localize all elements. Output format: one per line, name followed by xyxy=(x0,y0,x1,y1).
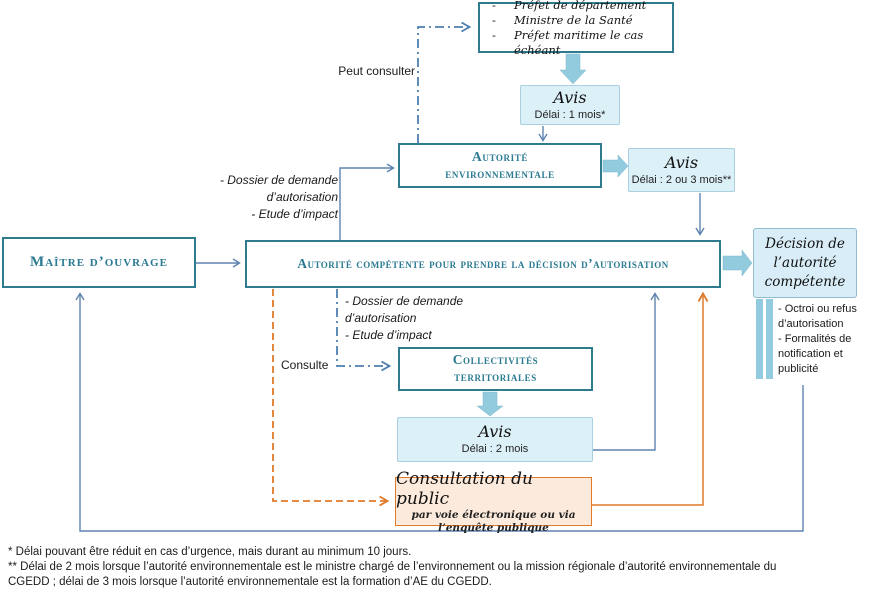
consultation-title: Consultation du public xyxy=(396,468,533,509)
avis3-box xyxy=(397,417,593,462)
footnote-line2: ** Délai de 2 mois lorsque l’autorité environnementale est le ministre chargé de l’environnement ou la mission régionale d’autorité environnementale du xyxy=(8,561,777,573)
decision-note-octroi: - Octroi ou refus d’autorisation xyxy=(778,303,857,330)
collectivites-box xyxy=(398,347,593,391)
connector-avis3-to-central xyxy=(593,294,655,450)
connector-ae-to-prefet-dashdot xyxy=(418,27,469,143)
prefet-item-label: Ministre de la Santé xyxy=(514,12,633,27)
avis2-delay: Délai : 2 ou 3 mois** xyxy=(631,173,732,186)
consultation-subtitle2: l’enquête publique xyxy=(438,521,549,534)
avis1-box xyxy=(520,85,620,125)
avis3-delay: Délai : 2 mois xyxy=(461,443,529,455)
decision-line2: l’autorité xyxy=(773,254,837,271)
dossier-top-line1: - Dossier de demande xyxy=(219,173,338,187)
bullet-dash: - xyxy=(492,27,496,42)
decision-note-formalites: - Formalités de notification et publicité xyxy=(778,333,852,375)
prefet-item xyxy=(480,13,672,28)
ae-title-line2: environnementale xyxy=(445,165,555,181)
prefet-item xyxy=(480,28,672,58)
decision-line3: compétente xyxy=(764,273,846,290)
dossier-bottom-line3: - Etude d’impact xyxy=(345,328,432,342)
mo-title: Maître d’ouvrage xyxy=(30,254,168,271)
block-arrow-prefet-to-avis1 xyxy=(560,54,586,84)
footnote-line3: CGEDD ; délai de 3 mois lorsque l’autorité environnementale est la formation d’AE du CGEDD. xyxy=(8,576,492,588)
prefet-box xyxy=(478,0,674,57)
connector-consultation-to-central xyxy=(592,294,703,505)
block-arrow-central-to-decision xyxy=(723,250,752,276)
bullet-dash: - xyxy=(492,12,496,27)
dossier-top-line3: - Etude d’impact xyxy=(251,207,338,221)
autorite-environnementale-box xyxy=(398,143,602,188)
prefet-item-label: Préfet maritime le cas échéant xyxy=(514,27,644,57)
prefet-item xyxy=(480,0,672,13)
maitre-ouvrage-box xyxy=(2,237,196,288)
connector-central-to-ae-dossier xyxy=(340,168,393,240)
avis1-title: Avis xyxy=(553,87,587,107)
consultation-subtitle1: par voie électronique ou via xyxy=(411,508,576,521)
avis1-delay: Délai : 1 mois* xyxy=(534,108,606,121)
avis2-box xyxy=(628,148,735,192)
ae-title-line1: Autorité xyxy=(472,148,528,164)
block-arrow-ae-to-avis2 xyxy=(603,155,628,177)
decision-line1: Décision de xyxy=(765,235,845,252)
avis2-title: Avis xyxy=(664,152,699,172)
decision-box xyxy=(753,228,857,298)
central-title: Autorité compétente pour prendre la décision d’autorisation xyxy=(297,255,669,271)
collectivites-line2: territoriales xyxy=(454,369,537,384)
avis3-title: Avis xyxy=(478,422,512,441)
dossier-label-bottom xyxy=(345,293,525,344)
decision-output-bar-1 xyxy=(756,299,763,379)
bullet-dash: - xyxy=(492,0,496,12)
consulte-label: Consulte xyxy=(281,358,329,372)
dossier-bottom-line1: - Dossier de demande xyxy=(345,294,464,308)
collectivites-line1: Collectivités xyxy=(452,352,539,368)
consultation-public-box xyxy=(395,468,592,534)
dossier-label-top xyxy=(205,172,338,223)
autorite-competente-box xyxy=(245,240,721,288)
dossier-top-line2: d’autorisation xyxy=(266,190,338,204)
decision-output-bar-2 xyxy=(766,299,773,379)
peut-consulter-label: Peut consulter xyxy=(338,64,415,78)
prefet-item-label: Préfet de département xyxy=(514,0,647,12)
footnote-line1: * Délai pouvant être réduit en cas d’urgence, mais durant au minimum 10 jours. xyxy=(8,546,412,558)
decision-notes xyxy=(778,302,874,377)
block-arrow-collectivites-to-avis3 xyxy=(477,392,503,416)
dossier-bottom-line2: d’autorisation xyxy=(345,311,417,325)
